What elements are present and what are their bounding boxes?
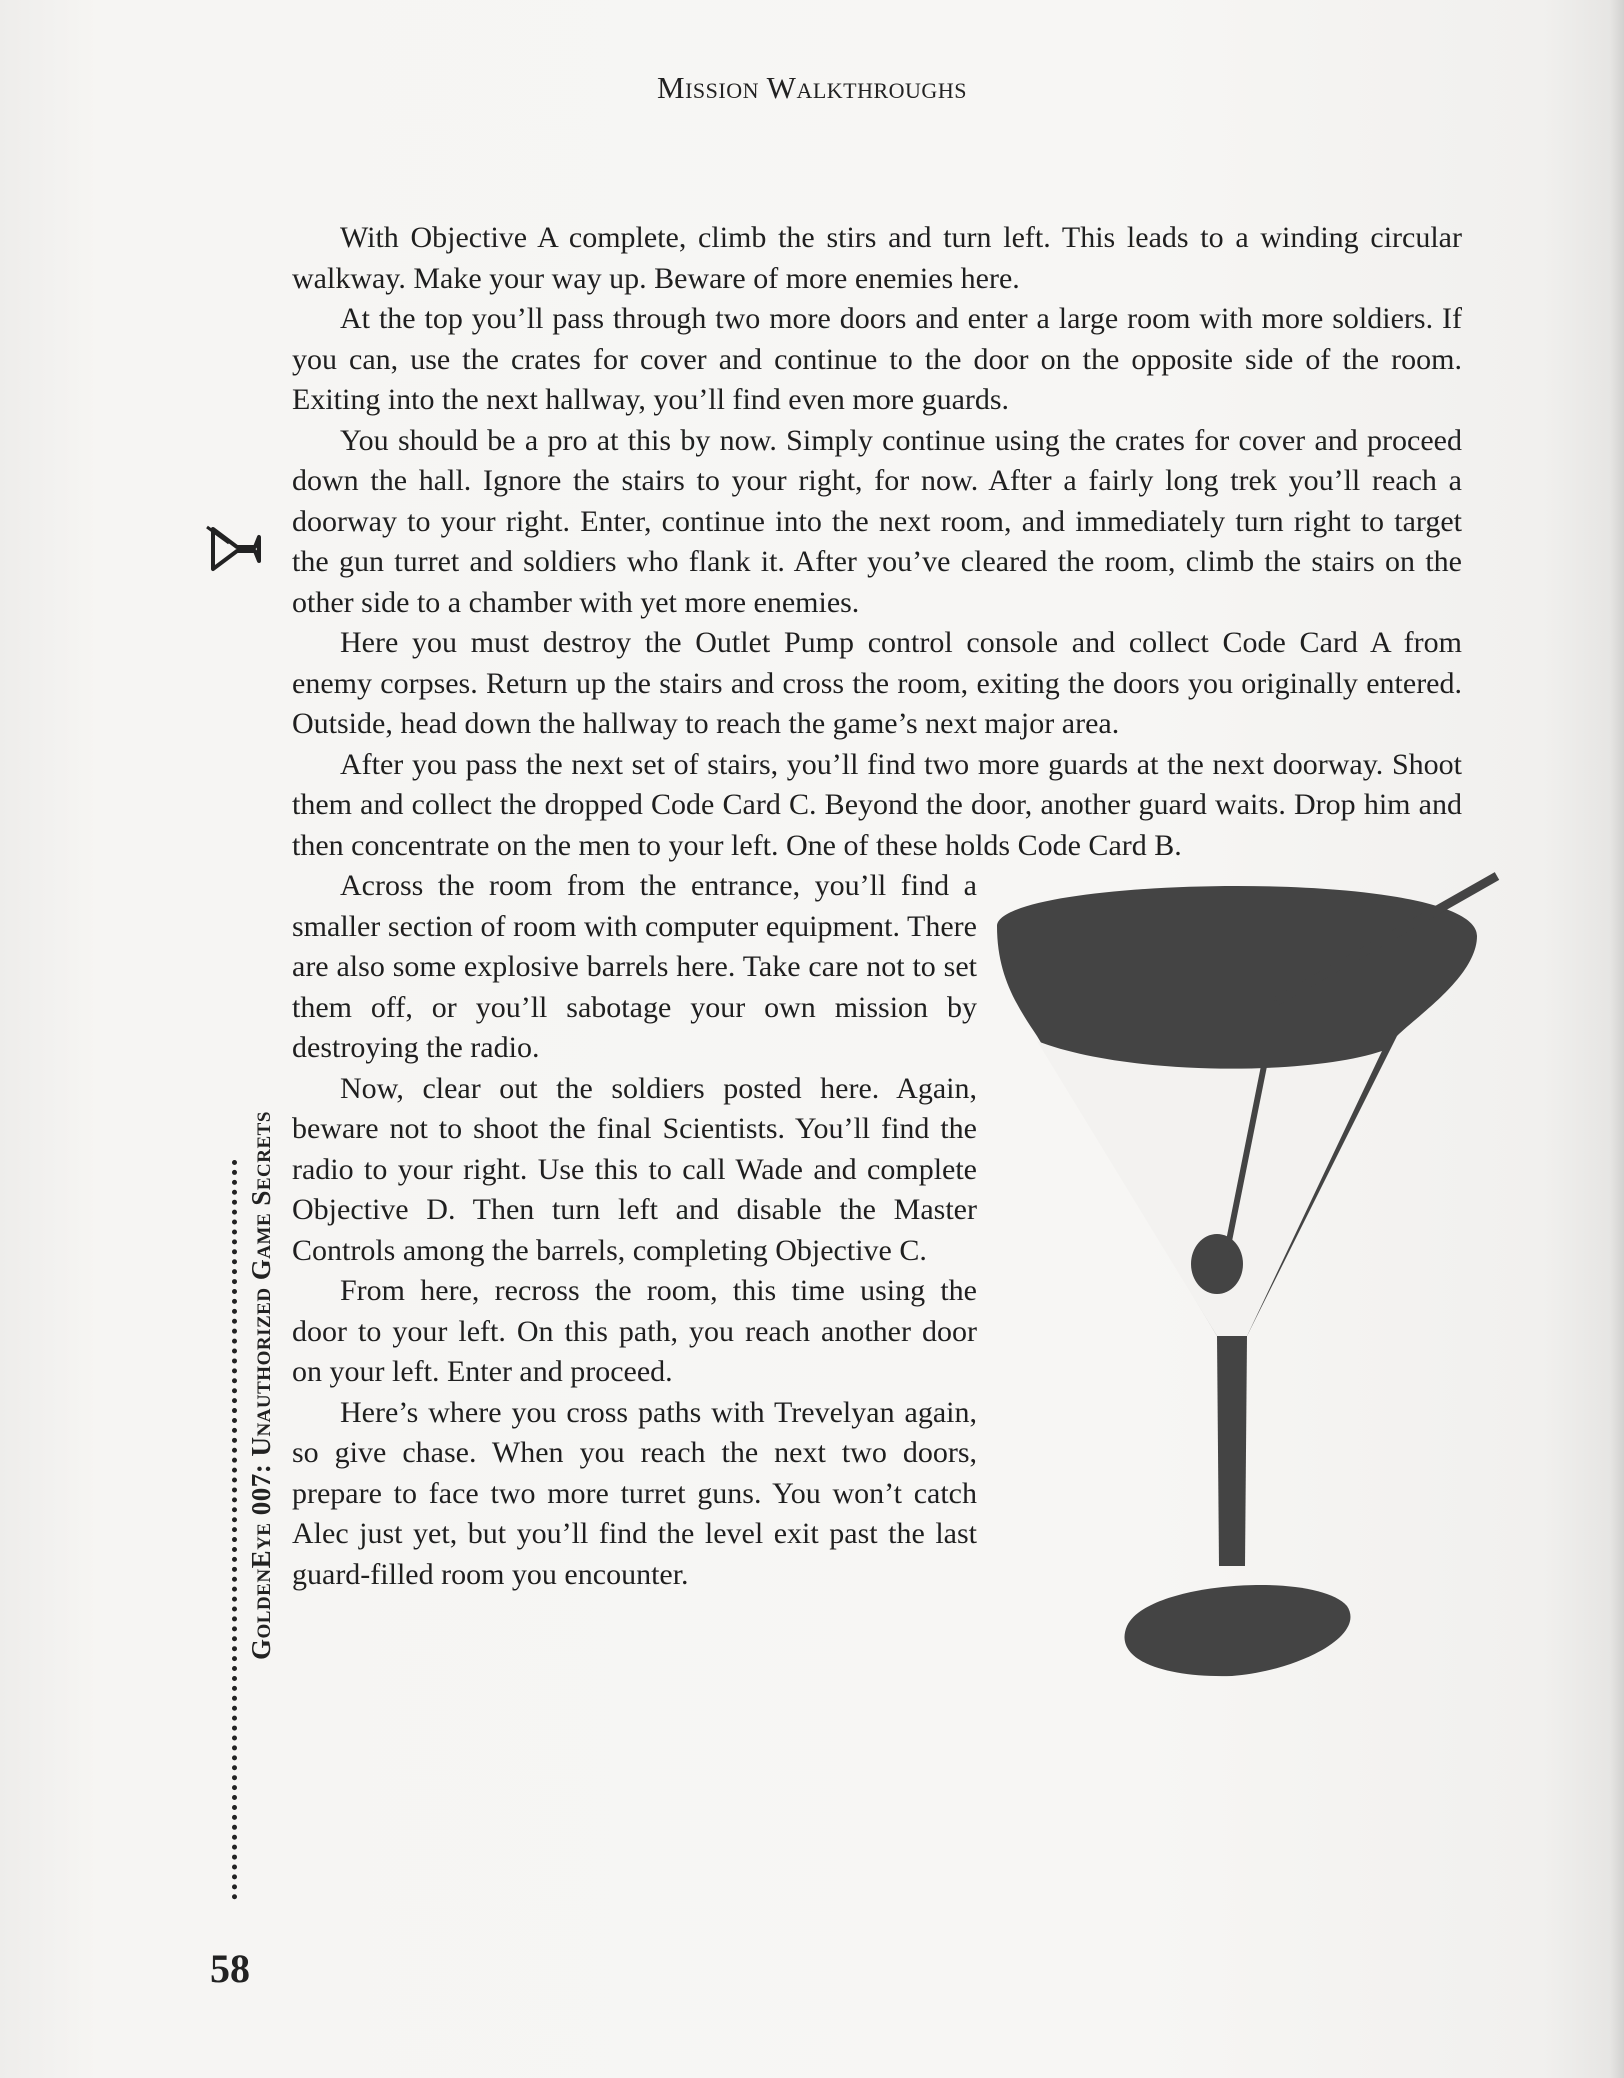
paragraph: With Objective A complete, climb the stirs and turn left. This leads to a winding circular walkway. Make your way up. Beware of more enemies here. (292, 221, 1462, 295)
paragraph: Here you must destroy the Outlet Pump control console and collect Code Card A from enemy corpses. Return up the stairs and cross the room, exiting the doors you originally entered. Outside, head down the hallway to reach the game’s next major area. (292, 626, 1462, 740)
sidebar (204, 530, 276, 1890)
body-text (292, 218, 1462, 1756)
paragraph: From here, recross the room, this time using the door to your left. On this path, you reach another door on your left. Enter and proceed. (292, 1274, 977, 1388)
paragraph: You should be a pro at this by now. Simply continue using the crates for cover and proceed down the hall. Ignore the stairs to your right, for now. After a fairly long trek you’ll reach a doorway to your right. Enter, continue into the next room, and immediately turn right to target the gun turret and soldiers who flank it. After you’ve cleared the room, climb the stairs on the other side to a chamber with yet more enemies. (292, 423, 1462, 619)
martini-glass-icon (977, 866, 1502, 1756)
running-header: Mission Walkthroughs (657, 70, 967, 105)
paragraph: Here’s where you cross paths with Trevelyan again, so give chase. When you reach the next two doors, prepare to face two more turret guns. You won’t catch Alec just yet, but you’ll find the level exit past the last guard-filled room you encounter. (292, 1395, 977, 1591)
paragraph: Now, clear out the soldiers posted here. Again, beware not to shoot the final Scientists. You’ll find the radio to your right. Use this to call Wade and complete Objective D. Then turn left and disable the Master Controls among the barrels, completing Objective C. (292, 1071, 977, 1267)
dotted-rule (232, 1160, 237, 1900)
paragraph: At the top you’ll pass through two more doors and enter a large room with more soldiers. If you can, use the crates for cover and continue to the door on the opposite side of the room. Exiting into the next hallway, you’ll find even more guards. (292, 302, 1462, 416)
paragraph: Across the room from the entrance, you’ll find a smaller section of room with computer equipment. There are also some explosive barrels here. Take care not to set them off, or you’ll sabotage your own mission by destroying the radio. (292, 869, 977, 1064)
page-number: 58 (210, 1946, 250, 1991)
page-edge-shadow (1610, 0, 1624, 2078)
sidebar-title: GoldenEye 007: Unauthorized Game Secrets (246, 1111, 276, 1660)
paragraph: After you pass the next set of stairs, you’ll find two more guards at the next doorway. Shoot them and collect the dropped Code Card C. Beyond the door, another guard waits. Drop him and then concentrate on the men to your left. One of these holds Code Card B. (292, 747, 1462, 862)
